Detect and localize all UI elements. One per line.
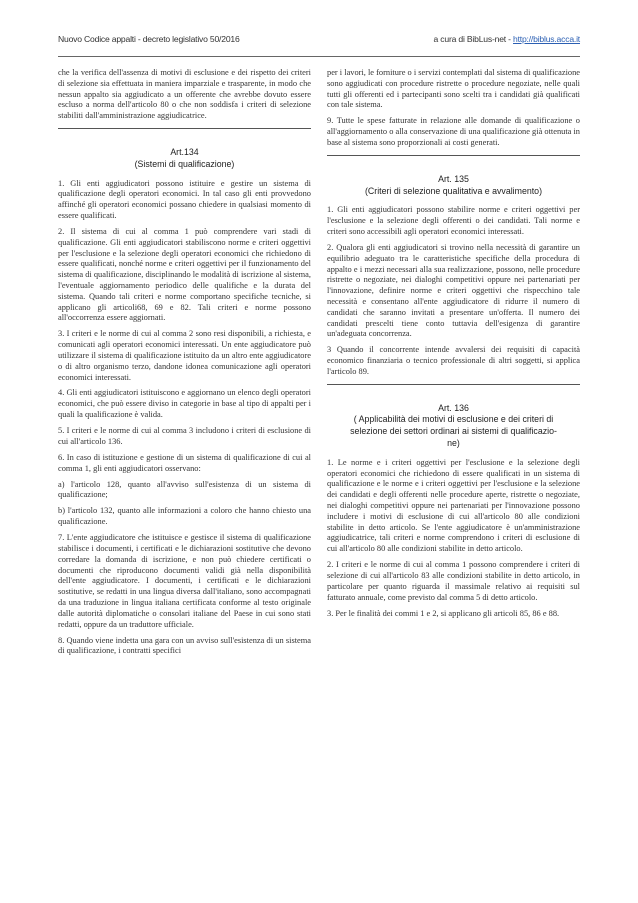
paragraph: b) l'articolo 132, quanto alle informazioni a coloro che hanno chiesto una qualificazione.: [58, 506, 311, 527]
paragraph: 1. Gli enti aggiudicatori possono stabilire norme e criteri oggettivi per l'esclusione e la selezione degli offerenti o dei candidati. Tali norme e criteri sono accessibili agli operatori economici interessati.: [327, 205, 580, 236]
paragraph: per i lavori, le forniture o i servizi contemplati dal sistema di qualificazione sono aggiudicati con procedure ristrette o procedure negoziate, nelle quali tutti gli offerenti ed i partecipanti sono scelti tra i candidati già qualificati con tale sistema.: [327, 68, 580, 110]
paragraph: 4. Gli enti aggiudicatori istituiscono e aggiornano un elenco degli operatori economici, che può essere diviso in categorie in base al tipo di appalti per i quali la qualificazione è valida.: [58, 388, 311, 420]
paragraph: 3 Quando il concorrente intende avvalersi dei requisiti di capacità economico finanziaria o tecnico professionale di altri soggetti, si applica l'articolo 89.: [327, 345, 580, 376]
paragraph: a) l'articolo 128, quanto all'avviso sull'esistenza di un sistema di qualificazione;: [58, 479, 311, 500]
page-header: [58, 34, 580, 50]
article-135-heading: [327, 174, 580, 198]
article-134-heading: [58, 147, 311, 171]
article-number: Art.134: [170, 146, 199, 157]
paragraph: 6. In caso di istituzione e gestione di un sistema di qualificazione di cui al comma 1, gli enti aggiudicatori osservano:: [58, 452, 311, 473]
paragraph: 2. I criteri e le norme di cui al comma 1 possono comprendere i criteri di selezione di cui all'articolo 83 alle condizioni stabilite in detto articolo, in particolare per quanto riguarda il massimale relativo ai requisiti sul fatturato annuale, come previsto dal comma 5 di detto articolo.: [327, 560, 580, 602]
header-divider: [58, 56, 580, 57]
section-divider: [327, 155, 580, 156]
article-title-line: ne): [447, 438, 460, 449]
article-number: Art. 135: [438, 173, 469, 184]
header-credit-text: a cura di BibLus-net -: [433, 34, 514, 44]
article-title: (Sistemi di qualificazione): [134, 158, 235, 169]
section-divider: [327, 384, 580, 385]
article-title-line: ( Applicabilità dei motivi di esclusione e dei criteri di: [353, 414, 554, 425]
paragraph: 7. L'ente aggiudicatore che istituisce e gestisce il sistema di qualificazione stabilisce i documenti, i certificati e le dichiarazioni sostitutive che devono corredare la domanda di iscrizione, e non può chiedere certificati o documenti che riproducono documenti validi già nella disponibilità dell'ente aggiudicatore. I documenti, i certificati e le dichiarazioni sostitutive, se redatti in una lingua diversa dall'italiano, sono accompagnati da una traduzione in lingua italiana certificata conforme al testo originale dalle autorità diplomatiche o consolari italiane del Paese in cui sono stati redatti, oppure da un traduttore ufficiale.: [58, 533, 311, 629]
paragraph: 8. Quando viene indetta una gara con un avviso sull'esistenza di un sistema di qualificazione, i contratti specifici: [58, 635, 311, 656]
article-136-heading: [327, 403, 580, 450]
header-title: Nuovo Codice appalti - decreto legislativo 50/2016: [58, 34, 240, 44]
header-credit: [434, 34, 580, 44]
intro-paragraph: che la verifica dell'assenza di motivi di esclusione e dei rispetto dei criteri di selezione sia effettuata in maniera imparziale e trasparente, in modo che nessun appalto sia aggiudicato a un offerente che avrebbe dovuto essere escluso a norma dell'articolo 80 o che non soddisfa i criteri di selezione stabiliti dall'amministrazione aggiudicatrice.: [58, 68, 311, 121]
article-number: Art. 136: [438, 402, 469, 413]
paragraph: 3. I criteri e le norme di cui al comma 2 sono resi disponibili, a richiesta, e comunicati agli operatori economici interessati. Un ente aggiudicatore può utilizzare il sistema di qualificazione istituito da un altro ente aggiudicatore o di altro organismo terzo, dandone idonea comunicazione agli operatori economici interessati.: [58, 329, 311, 382]
header-link[interactable]: http://biblus.acca.it: [513, 34, 580, 44]
article-title: (Criteri di selezione qualitativa e avvalimento): [365, 185, 542, 196]
paragraph: 2. Qualora gli enti aggiudicatori si trovino nella necessità di garantire un equilibrio adeguato tra le caratteristiche specifiche della procedura di appalto e i mezzi necessari alla sua realizzazione, possono, nelle procedure ristrette o negoziate, nei dialoghi competitivi oppure nei partenariati per l'innovazione, definire norme e criteri oggettivi che rispecchino tale necessità e consentano all'ente aggiudicatore di ridurre il numero di candidati che saranno invitati a presentare un'offerta. Il numero dei candidati prescelti tiene conto tuttavia dell'esigenza di garantire un'adeguata concorrenza.: [327, 242, 580, 339]
right-column: [327, 68, 580, 625]
article-title-line: selezione dei settori ordinari ai sistemi di qualificazio-: [350, 426, 557, 437]
paragraph: 3. Per le finalità dei commi 1 e 2, si applicano gli articoli 85, 86 e 88.: [327, 608, 560, 618]
paragraph: 5. I criteri e le norme di cui al comma 3 includono i criteri di esclusione di cui all'articolo 136.: [58, 426, 311, 446]
paragraph: 1. Gli enti aggiudicatori possono istituire e gestire un sistema di qualificazione degli operatori economici. In tal caso gli enti provvedono affinché gli operatori economici possano chiedere in qualsiasi momento di essere qualificati.: [58, 178, 311, 220]
paragraph: 1. Le norme e i criteri oggettivi per l'esclusione e la selezione degli operatori economici che richiedono di essere qualificati in un sistema di qualificazione e le norme e i criteri oggettivi per l'esclusione e la selezione dei candidati e degli offerenti nelle procedure aperte, ristrette o negoziate, nei dialoghi competitivi oppure nei partenariati per l'innovazione possono includere i motivi di esclusione di cui all'articolo 80 alle condizioni stabilite in detto articolo. Se l'ente aggiudicatore è un'amministrazione aggiudicatrice, tali criteri e norme comprendono i criteri di esclusione di cui all'articolo 80 alle condizioni stabilite in detto articolo.: [327, 457, 580, 554]
paragraph: 2. Il sistema di cui al comma 1 può comprendere vari stadi di qualificazione. Gli enti aggiudicatori stabiliscono norme e criteri oggettivi per l'esclusione e la selezione degli operatori economici che richiedono di essere qualificati, nonché norme e criteri oggettivi per il funzionamento del sistema di qualificazione, disciplinando le modalità di iscrizione al sistema, l'eventuale aggiornamento periodico delle qualifiche e la durata del sistema. Quando tali criteri e norme comportano specifiche tecniche, si applicano gli articoli68, 69 e 82. Tali criteri e norme possono all'occorrenza essere aggiornati.: [58, 226, 311, 323]
left-column: [58, 68, 311, 662]
paragraph: 9. Tutte le spese fatturate in relazione alle domande di qualificazione o all'aggiornamento o alla conservazione di una qualificazione già ottenuta in base al sistema sono proporzionali ai costi generati.: [327, 116, 580, 147]
section-divider: [58, 128, 311, 129]
